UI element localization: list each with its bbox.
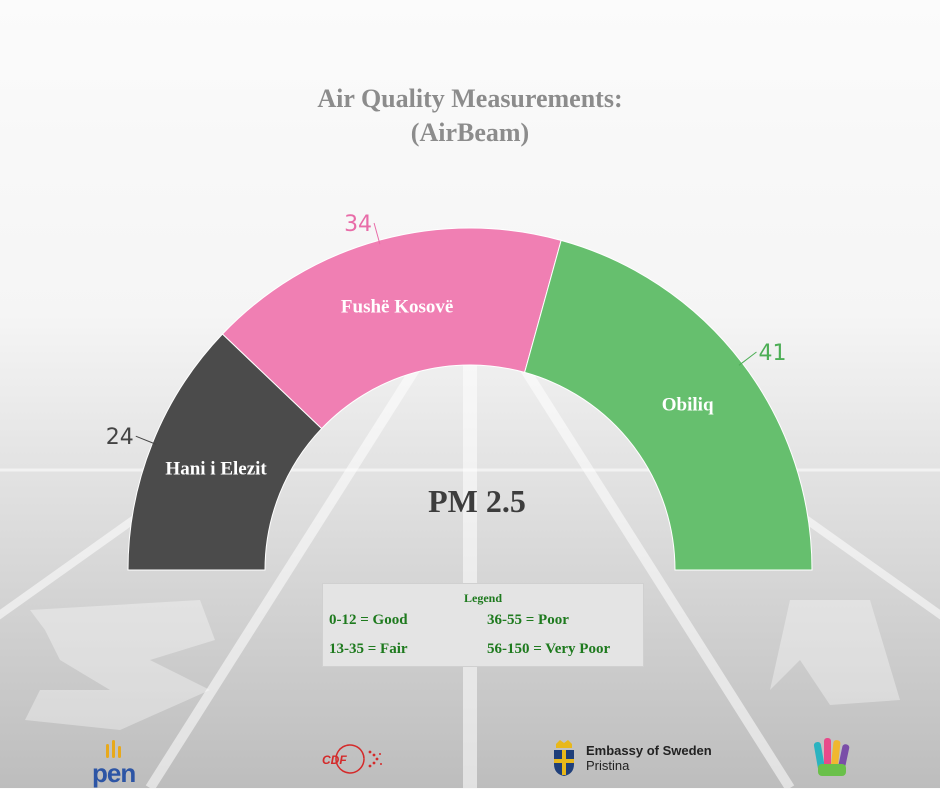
legend-item-good: 0-12 = Good [329,612,408,628]
legend-item-very-poor: 56-150 = Very Poor [487,641,611,657]
legend-box [322,583,644,667]
slice-label-obiliq: Obiliq [661,394,714,416]
value-label-hani-i-elezit: 24 [105,425,134,451]
slice-label-fushe-kosove: Fushë Kosovë [340,296,454,318]
hands-logo-icon [810,734,852,780]
value-leader-obiliq [739,352,757,365]
legend-item-poor: 36-55 = Poor [487,612,569,628]
sweden-embassy-text [586,743,712,773]
pen-logo-text: pen [92,758,136,788]
value-label-obiliq: 41 [758,340,787,366]
center-label: PM 2.5 [428,483,526,519]
legend-item-fair: 13-35 = Fair [329,641,408,657]
cdf-logo-text: CDF [322,753,347,767]
chart-title-line-1: Air Quality Measurements: [317,84,623,113]
sweden-crest-icon [548,738,580,778]
sweden-embassy-line-1: Embassy of Sweden [586,743,712,758]
chart-title-line-2: (AirBeam) [410,118,530,147]
value-label-fushe-kosove: 34 [344,212,373,238]
sweden-embassy-line-2: Pristina [586,758,630,773]
cdf-logo-icon [320,744,390,774]
legend-title: Legend [463,591,502,605]
slice-label-hani-i-elezit: Hani i Elezit [165,458,267,480]
